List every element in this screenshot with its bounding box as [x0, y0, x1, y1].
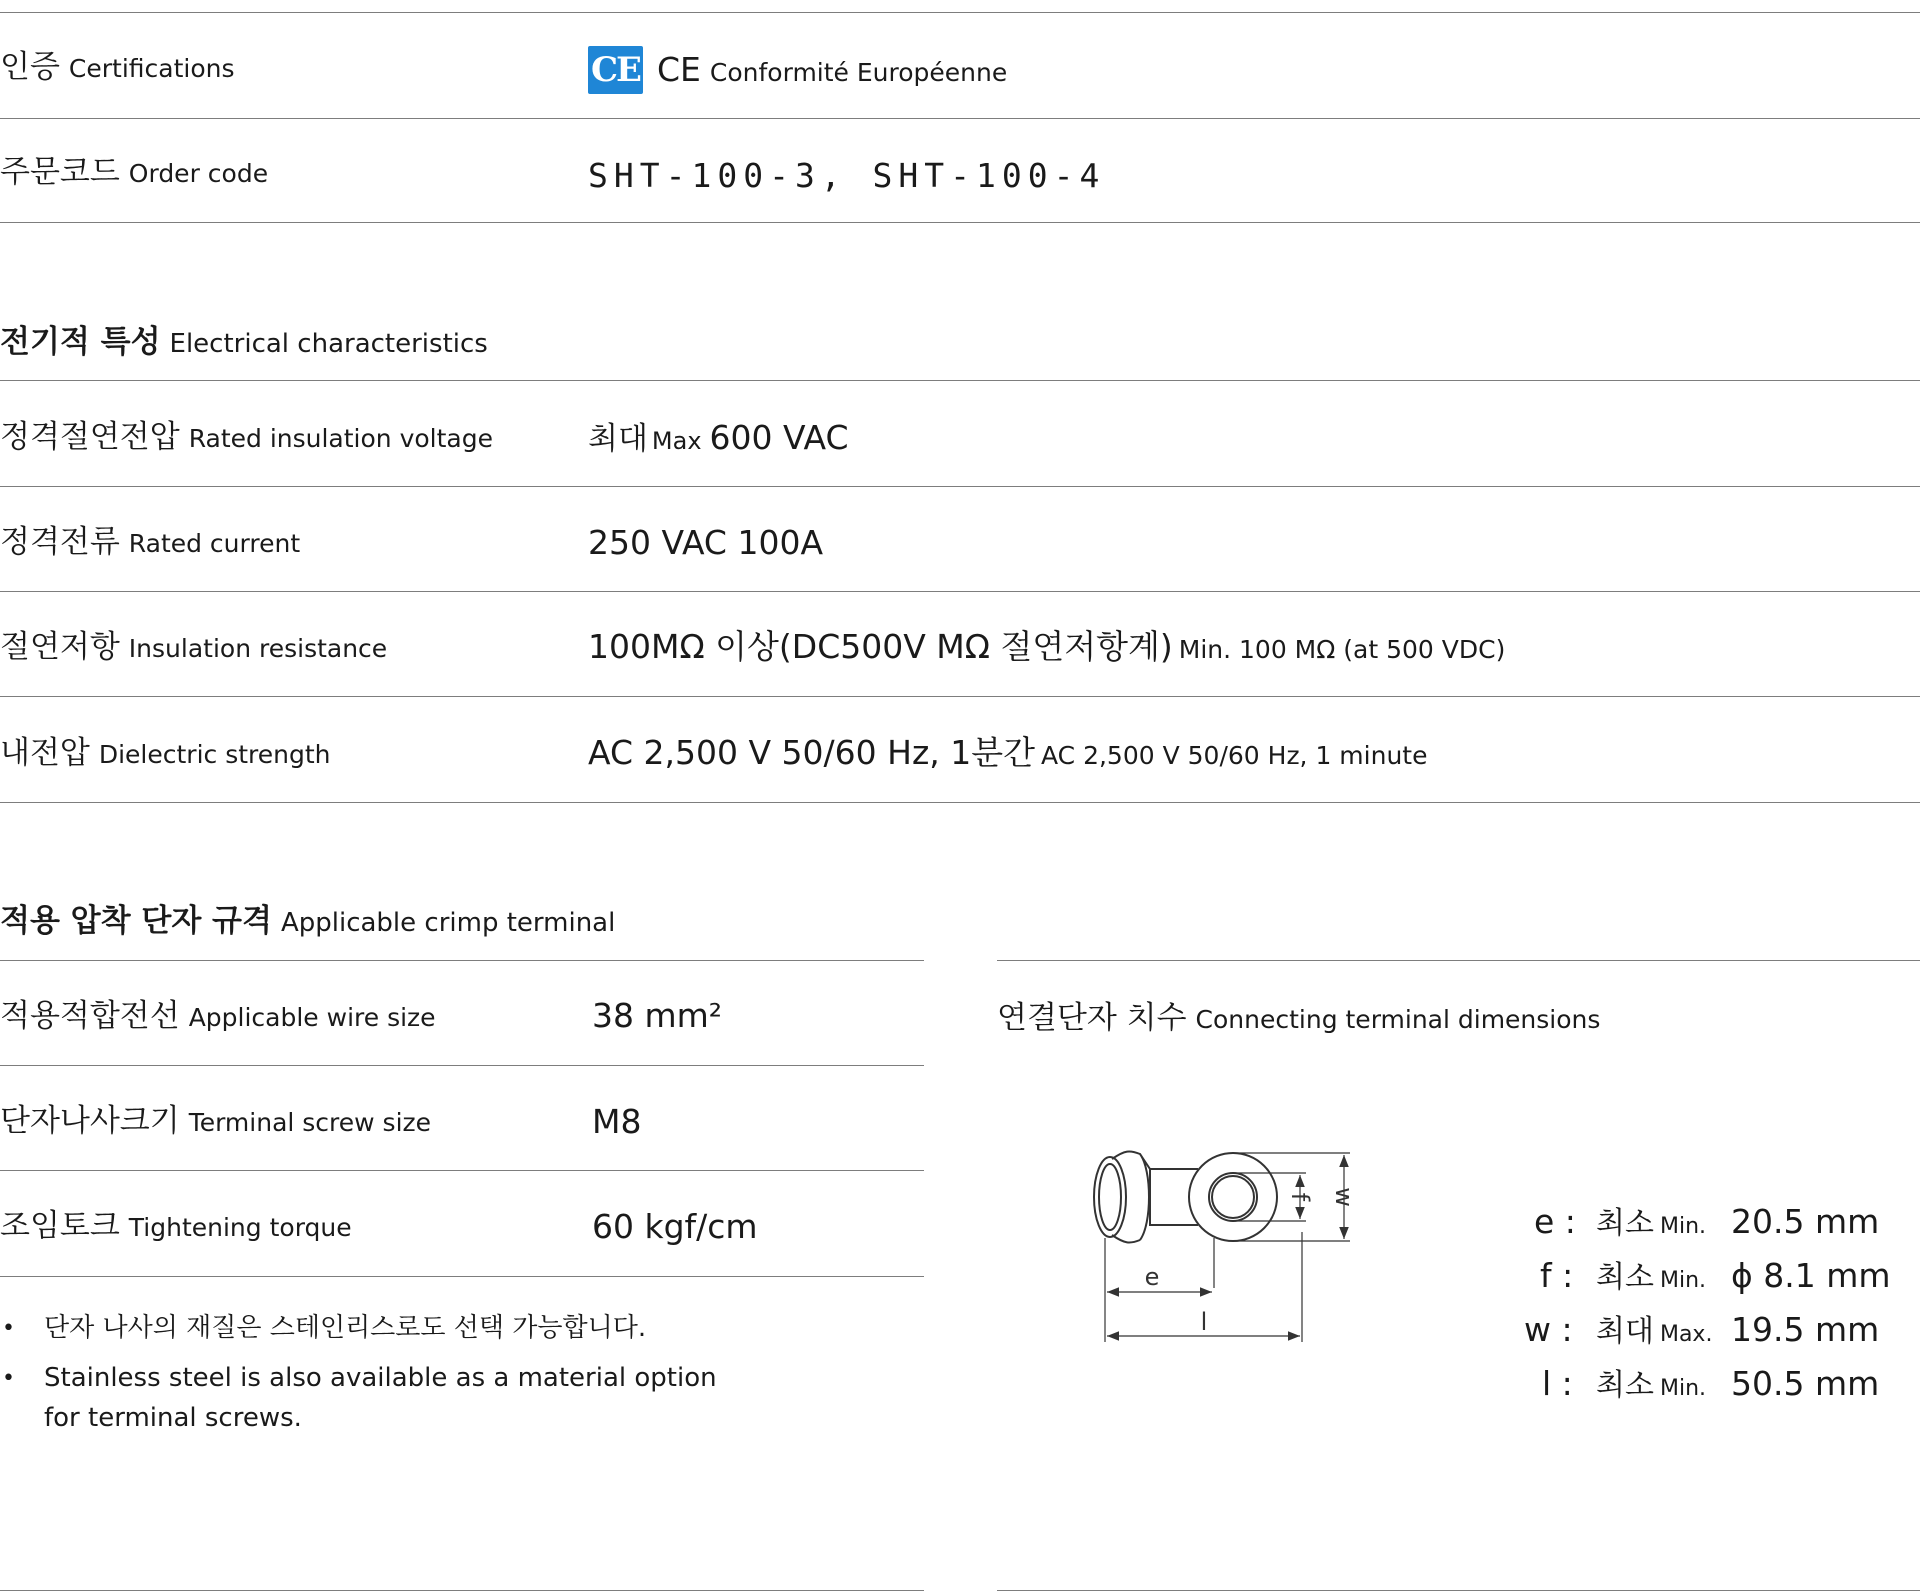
terminal-barrel [1112, 1151, 1198, 1242]
divider-bottom [997, 1590, 1920, 1591]
dim-value-e: 20.5 mm [1731, 1202, 1880, 1241]
spec-row-value [588, 418, 849, 457]
crimp-heading-ko: 적용 압착 단자 규격 [0, 903, 272, 939]
order-code-value: SHT-100-3, SHT-100-4 [588, 156, 1106, 195]
dielectric-strength-label-ko: 내전압 [0, 735, 90, 771]
terminal-dimensions-heading-ko: 연결단자 치수 [997, 1000, 1187, 1036]
dielectric-strength-value: AC 2,500 V 50/60 Hz, 1분간 [588, 733, 1036, 772]
order-code-label-ko: 주문코드 [0, 154, 120, 190]
rated-insulation-voltage-label-en: Rated insulation voltage [188, 424, 493, 453]
dim-en: Max. [1659, 1322, 1713, 1347]
note-ko: 단자 나사의 재질은 스테인리스로도 선택 가능합니다. [44, 1313, 647, 1343]
spec-row-label [0, 629, 388, 665]
insulation-resistance-value: 100MΩ 이상(DC500V MΩ 절연저항계) [588, 627, 1173, 666]
dimension-row-e: e : [1534, 1202, 1576, 1241]
electrical-heading [0, 324, 488, 360]
dimension-row-l: l : [1542, 1364, 1573, 1403]
dim-ko: 최소 [1596, 1368, 1654, 1403]
spec-row-label [0, 735, 331, 771]
note-en: Stainless steel is also available as a material option for terminal screws. [44, 1363, 717, 1434]
dim-value-w: 19.5 mm [1731, 1310, 1880, 1349]
divider [0, 380, 1920, 381]
rated-current-label-en: Rated current [128, 529, 301, 558]
divider [0, 222, 1920, 223]
order-code-label [0, 154, 269, 190]
wire-size-value: 38 mm² [592, 996, 723, 1035]
dim-key: w [1524, 1310, 1551, 1349]
electrical-heading-ko: 전기적 특성 [0, 324, 161, 360]
dim-key: f [1540, 1256, 1552, 1295]
dimension-row-w: w : [1524, 1310, 1573, 1349]
electrical-heading-en: Electrical characteristics [169, 329, 488, 359]
screw-size-label-ko: 단자나사크기 [0, 1103, 180, 1139]
bullet-icon: • [2, 1316, 15, 1341]
dim-value-l: 50.5 mm [1731, 1364, 1880, 1403]
dim-ko: 최소 [1596, 1260, 1654, 1295]
terminal-dimensions-heading-en: Connecting terminal dimensions [1195, 1005, 1601, 1034]
dielectric-strength-value-en: AC 2,500 V 50/60 Hz, 1 minute [1041, 741, 1428, 770]
terminal-ring [1189, 1153, 1277, 1241]
rated-current-value: 250 VAC 100A [588, 523, 824, 562]
dimension-row-e-text [1596, 1205, 1706, 1239]
dim-ko: 최소 [1596, 1206, 1654, 1241]
spec-row-label [0, 419, 493, 455]
ce-abbr: CE [657, 50, 701, 89]
divider [0, 960, 924, 961]
value-ko-prefix: 최대 [588, 421, 648, 457]
terminal-ring-hole [1209, 1173, 1257, 1221]
torque-value: 60 kgf/cm [592, 1207, 758, 1246]
certifications-value [657, 50, 1008, 89]
diagram-label-e: e [1144, 1263, 1160, 1291]
certifications-label-ko: 인증 [0, 49, 60, 85]
diagram-label-f: f [1286, 1192, 1314, 1202]
dimension-row-f-text [1596, 1259, 1706, 1293]
value-small-prefix: Max [651, 427, 702, 455]
dim-ko: 최대 [1596, 1314, 1654, 1349]
crimp-heading [0, 903, 616, 939]
diagram-label-l: l [1200, 1308, 1208, 1336]
spec-row-value [588, 627, 1506, 666]
insulation-resistance-label-en: Insulation resistance [128, 634, 388, 663]
divider-bottom [0, 1590, 924, 1591]
insulation-resistance-label-ko: 절연저항 [0, 629, 120, 665]
dimension-row-w-text [1596, 1313, 1712, 1347]
divider [0, 1065, 924, 1066]
divider-top [0, 12, 1920, 13]
spec-row-label [0, 1208, 352, 1244]
ce-mark-logo: CE [588, 46, 643, 94]
rated-current-label-ko: 정격전류 [0, 524, 120, 560]
screw-size-label-en: Terminal screw size [188, 1108, 432, 1137]
dim-en: Min. [1659, 1214, 1706, 1239]
spec-row-value [588, 733, 1428, 772]
divider [0, 591, 1920, 592]
dielectric-strength-label-en: Dielectric strength [98, 740, 331, 769]
dim-en: Min. [1659, 1376, 1706, 1401]
crimp-heading-en: Applicable crimp terminal [280, 908, 616, 938]
order-code-label-en: Order code [128, 159, 269, 188]
torque-label-ko: 조임토크 [0, 1208, 120, 1244]
dim-value-f: ϕ 8.1 mm [1731, 1256, 1891, 1295]
divider [997, 960, 1920, 961]
rated-insulation-voltage-value: 600 VAC [709, 418, 849, 457]
torque-label-en: Tightening torque [128, 1213, 352, 1242]
dim-en: Min. [1659, 1268, 1706, 1293]
bullet-icon: • [2, 1366, 15, 1391]
diagram-label-w: w [1330, 1187, 1358, 1207]
divider [0, 486, 1920, 487]
divider [0, 802, 1920, 803]
spec-row-label [0, 998, 436, 1034]
insulation-resistance-value-en: Min. 100 MΩ (at 500 VDC) [1178, 635, 1506, 664]
divider [0, 696, 1920, 697]
spec-row-label [0, 1103, 432, 1139]
spec-row-label [0, 524, 301, 560]
wire-size-label-en: Applicable wire size [188, 1003, 436, 1032]
certifications-label [0, 49, 235, 85]
ce-full: Conformité Européenne [709, 58, 1008, 87]
terminal-dimensions-heading [997, 1000, 1601, 1036]
dimension-row-l-text [1596, 1367, 1706, 1401]
rated-insulation-voltage-label-ko: 정격절연전압 [0, 419, 180, 455]
screw-size-value: M8 [592, 1102, 642, 1141]
certifications-label-en: Certifications [68, 54, 235, 83]
dim-key: e [1534, 1202, 1555, 1241]
dimension-row-f: f : [1540, 1256, 1574, 1295]
wire-size-label-ko: 적용적합전선 [0, 998, 180, 1034]
terminal-diagram [1080, 1120, 1440, 1360]
divider [0, 1170, 924, 1171]
divider [0, 1276, 924, 1277]
divider [0, 118, 1920, 119]
dim-key: l [1542, 1364, 1552, 1403]
